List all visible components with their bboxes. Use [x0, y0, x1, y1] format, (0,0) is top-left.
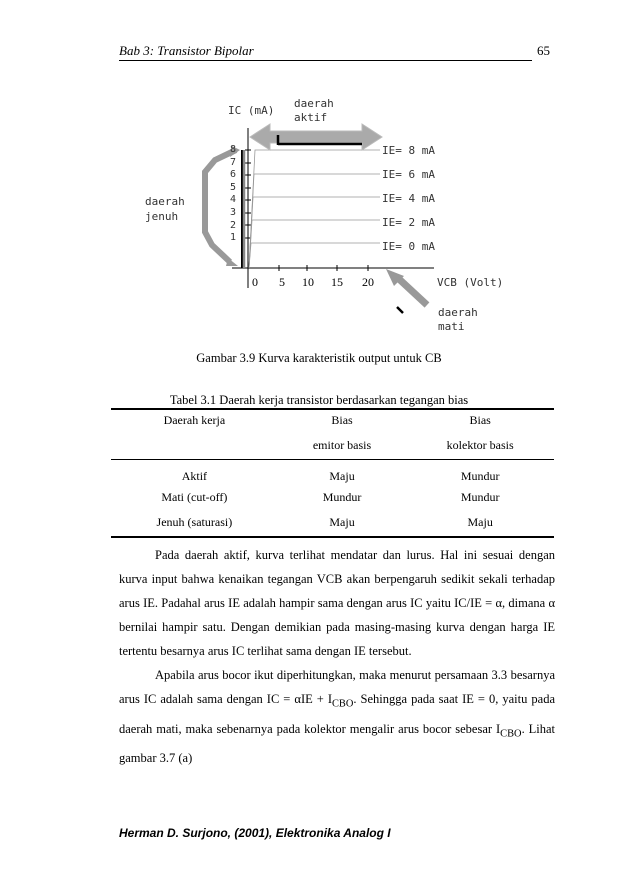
curve-label-ie-8: IE= 8 mA: [382, 144, 435, 157]
y-axis-label: IC (mA): [228, 104, 275, 117]
figure-caption: Gambar 3.9 Kurva karakteristik output untuk CB: [196, 351, 442, 365]
label-cutoff-region: daerah mati: [438, 306, 478, 333]
curve-label-ie-0: IE= 0 mA: [382, 240, 435, 253]
table-row: Aktif Maju Mundur: [181, 469, 500, 483]
curve-ie-6: [249, 174, 380, 268]
x-tick-0: 0: [252, 275, 258, 289]
curve-ie-0: [249, 243, 380, 268]
x-tick-10: 10: [302, 275, 314, 289]
header-bias-cb-2: kolektor basis: [446, 437, 514, 452]
label-saturation-region: daerah jenuh: [145, 195, 185, 223]
table-row: Mati (cut-off) Mundur Mundur: [161, 490, 500, 504]
page-number: 65: [537, 43, 550, 58]
label-active-region: daerah aktif: [294, 97, 334, 124]
x-axis-label: VCB (Volt): [437, 276, 504, 289]
curve-ie-4: [249, 197, 380, 268]
curve-ie-8: [249, 150, 380, 268]
header-bias-cb-1: Bias: [469, 413, 491, 427]
header-bias-eb-1: Bias: [331, 413, 353, 427]
header-region: Daerah kerja: [163, 413, 226, 427]
table-row: Jenuh (saturasi) Maju Maju: [111, 508, 554, 537]
table-caption: Tabel 3.1 Daerah kerja transistor berdasarkan tegangan bias: [169, 393, 469, 407]
curve-label-ie-2: IE= 2 mA: [382, 216, 435, 229]
curve-label-ie-4: IE= 4 mA: [382, 192, 435, 205]
bias-table: [111, 408, 554, 538]
active-region-arrow: [250, 124, 382, 150]
x-tick-5: 5: [279, 275, 285, 289]
chapter-title: Bab 3: Transistor Bipolar: [119, 43, 254, 58]
header-bias-eb-2: emitor basis: [312, 437, 372, 452]
y-tick-labels: 8 7 6 5 4 3 2 1: [230, 144, 237, 244]
curve-ie-2: [249, 220, 380, 268]
x-tick-15: 15: [331, 275, 343, 289]
header-rule: [119, 60, 532, 61]
paragraph-1: Pada daerah aktif, kurva terlihat mendatar dan lurus. Hal ini sesuai dengan kurva input bahwa kenaikan tegangan VCB akan berpengaruh sedikit sekali terhadap arus IE. Padahal arus IE adalah hampir sama dengan arus IC yaitu IC/IE = α, dimana α bernilai hampir satu. Dengan demikian pada masing-masing kurva dengan harga IE tertentu besarnya arus IC terlihat sama dengan IE tersebut.: [119, 548, 556, 658]
footer-citation: Herman D. Surjono, (2001), Elektronika Analog I: [119, 826, 391, 840]
paragraph-2: Apabila arus bocor ikut diperhitungkan, maka menurut persamaan 3.3 besarnya arus IC adalah sama dengan IC = $\alpha IE + I_{CBO}$. Sehingga pada saat IE = 0, yaitu pada daerah mati, maka sebenarnya pada kolektor mengalir arus bocor sebesar $I_{CBO}$. Lihat gambar 3.7 (a): [119, 668, 555, 765]
x-tick-20: 20: [362, 275, 374, 289]
cutoff-region-arrow: [399, 279, 427, 305]
curve-label-ie-6: IE= 6 mA: [382, 168, 435, 181]
